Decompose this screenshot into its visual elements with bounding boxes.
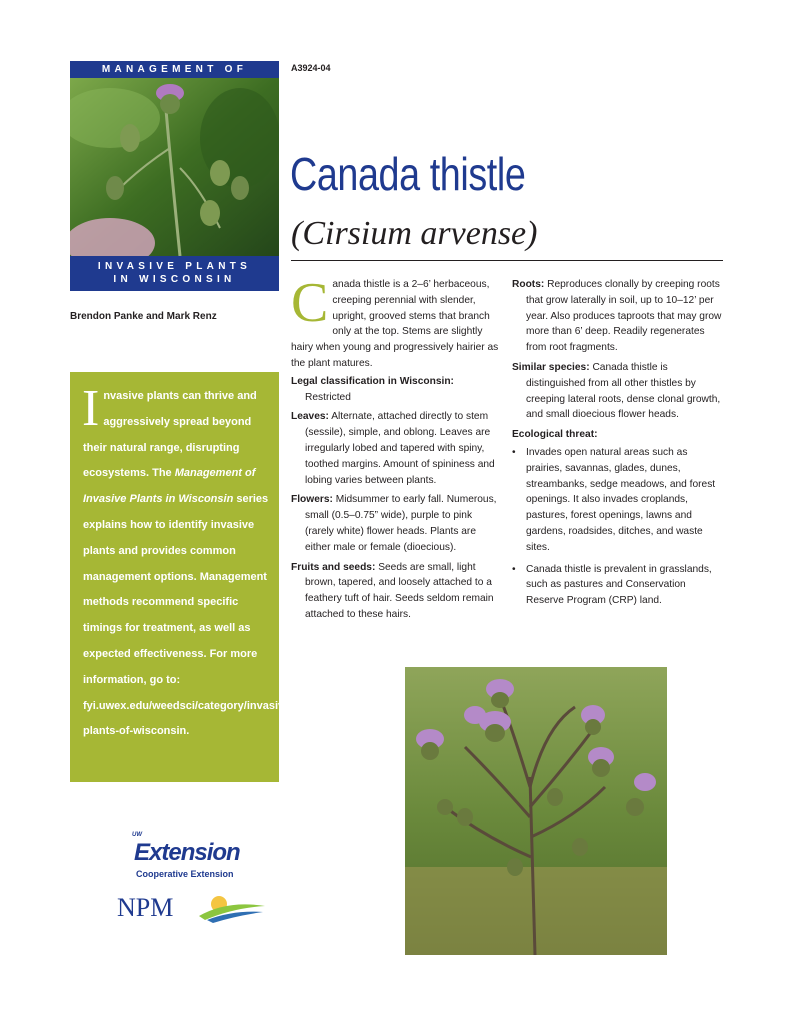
sidebar-series-name: Management of Invasive Plants in Wisconsin bbox=[83, 467, 256, 506]
series-banner-bottom bbox=[70, 256, 279, 291]
legal-classification-value: Restricted bbox=[305, 391, 351, 403]
scientific-name: (Cirsium arvense) bbox=[291, 215, 538, 252]
text-column-2 bbox=[512, 277, 724, 615]
fruits-text: Seeds are small, light brown, tapered, and loosely attached to a feathery tuft of hair. Seeds seldom remain attached to these hairs. bbox=[305, 561, 494, 620]
fruits-label: Fruits and seeds: bbox=[291, 561, 376, 573]
series-intro-sidebar bbox=[70, 372, 294, 782]
ecological-threat-list bbox=[512, 445, 724, 609]
legal-classification-label: Legal classification in Wisconsin: bbox=[291, 375, 454, 387]
roots-label: Roots: bbox=[512, 279, 545, 290]
page-title: Canada thistle bbox=[290, 148, 526, 200]
fruits-paragraph bbox=[291, 560, 503, 623]
intro-text: anada thistle is a 2–6’ herbaceous, creeping perennial with slender, upright, grooved stems that branch only at the top. Stems are slightly hairy when young and progressively hairier as the plant matures. bbox=[291, 279, 499, 369]
leaves-label: Leaves: bbox=[291, 411, 329, 423]
title-divider bbox=[291, 260, 723, 261]
sidebar-text-end: series explains how to identify invasive plants and provides common management options. Management methods recommend specific timings for treatment, as well as expected effectiveness. For more information, go to: fyi.uwex.edu/weedsci/category/invasive-plants-of-wisconsin. bbox=[83, 493, 294, 738]
flowers-text: Midsummer to early fall. Numerous, small (0.5–0.75” wide), purple to pink (rarely white) flower heads. Plants are either male or female (dioecious). bbox=[305, 494, 497, 553]
npm-logo: NPM bbox=[117, 893, 174, 922]
list-item: • Canada thistle is prevalent in grasslands, such as pastures and Conservation Reserve Program (CRP) land. bbox=[512, 562, 724, 609]
document-code: A3924-04 bbox=[291, 63, 331, 73]
similar-species-paragraph bbox=[512, 360, 724, 423]
similar-species-label: Similar species: bbox=[512, 361, 590, 373]
cooperative-extension-label: Cooperative Extension bbox=[136, 869, 234, 879]
thistle-plant-photo bbox=[405, 667, 667, 955]
flowers-paragraph bbox=[291, 492, 503, 555]
intro-paragraph bbox=[291, 272, 503, 372]
similar-species-text: Canada thistle is distinguished from all other thistles by creeping lateral roots, dense clonal growth, and small dioecious flower heads. bbox=[526, 361, 721, 421]
npm-swoosh-icon bbox=[197, 894, 267, 929]
sidebar-drop-cap: I bbox=[82, 380, 100, 437]
roots-text: Reproduces clonally by creeping roots that grow laterally in soil, up to 10–12’ per year. Also produces taproots that may grow more than 6’ deep. Readily regenerates from root fragments. bbox=[526, 279, 722, 354]
series-banner-top: MANAGEMENT OF bbox=[70, 61, 279, 78]
uw-extension-logo: Extension bbox=[134, 839, 240, 866]
leaves-paragraph bbox=[291, 409, 503, 488]
list-item: • Invades open natural areas such as prairies, savannas, glades, dunes, streambanks, sedge meadows, and forest openings. It also invades croplands, pastures, forest openings, lawns and gardens, roadsides, ditches, and waste sites. bbox=[512, 445, 724, 556]
authors: Brendon Panke and Mark Renz bbox=[70, 311, 217, 322]
flowers-label: Flowers: bbox=[291, 494, 333, 506]
thistle-closeup-photo bbox=[70, 78, 279, 256]
sidebar-text-start: nvasive plants can thrive and aggressively spread beyond their natural range, disrupting ecosystems. The bbox=[83, 390, 257, 480]
series-banner-line1: INVASIVE PLANTS bbox=[97, 261, 252, 272]
ecological-threat-label: Ecological threat: bbox=[512, 429, 598, 441]
intro-drop-cap: C bbox=[291, 272, 329, 334]
series-banner-line2: IN WISCONSIN bbox=[113, 274, 236, 285]
uw-mark: UW bbox=[132, 832, 142, 838]
roots-paragraph bbox=[512, 277, 724, 356]
text-column-1 bbox=[291, 272, 503, 627]
leaves-text: Alternate, attached directly to stem (sessile), simple, and oblong. Leaves are irregularly lobed and tapered with spiny, toothed margins. Amount of spininess and lobing varies between plants. bbox=[305, 411, 495, 486]
